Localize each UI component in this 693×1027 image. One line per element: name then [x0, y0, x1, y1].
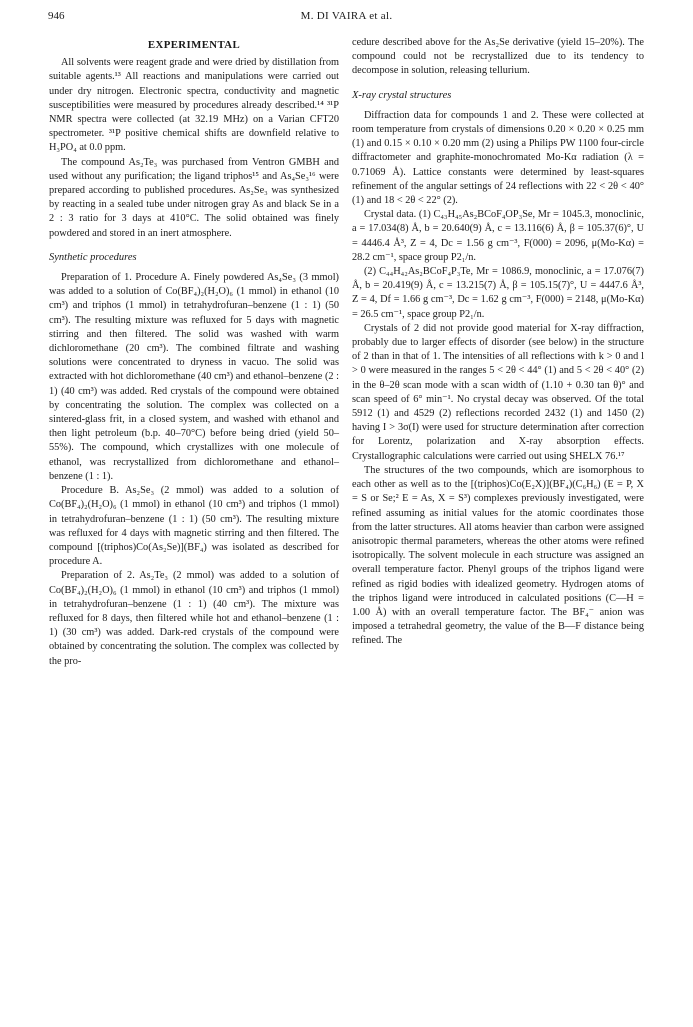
paragraph-general-methods: All solvents were reagent grade and were dried by distillation from suitable agents.¹³ All reactions and manipulations were carried out under dry nitrogen. Electronic spectra, conductivity and magnetic susceptibilities were measured by procedures already described.¹⁴ ³¹P NMR spectra were collected (at 32.19 MHz) on a Varian CFT20 spectrometer. ³¹P positive chemical shifts are downfield relative to H₃PO₄ at 0.0 ppm. — [49, 57, 339, 154]
paragraph-starting-materials: The compound As₂Te₃ was purchased from Ventron GMBH and used without any purification; the ligand triphos¹⁵ and As₄Se₃¹⁶ were prepared according to published procedures. As₂Se₃ was synthesized by reacting in a sealed tube under nitrogen gray As and black Se in a 2 : 3 ratio for 3 days at 410°C. The solid obtained was finely powdered and stored in an inert atmosphere. — [49, 156, 339, 239]
paragraph-intensities: Crystals of 2 did not provide good material for X-ray diffraction, probably due to larger effects of disorder (see below) in the structure of 2 than in that of 1. The intensities of all reflections with k > 0 and l > 0 were measured in the ranges 5 < 2θ < 44° (1) and 5 < 2θ < 40° (2) in the θ–2θ scan mode with a scan width of (1.10 + 0.30 tan θ)° and scan speed of 6° min⁻¹. No crystal decay was observed. Of the total 5912 (1) and 4529 (2) reflections recorded 2432 (1) and 1450 (2) having I > 3σ(I) were used for structure determination after correction for Lorentz, polarization and X-ray absorption effects. Crystallographic calculations were carried out using SHELX 76.¹⁷ — [352, 322, 644, 462]
paragraph-crystal-data-1: Crystal data. (1) C₄₃H₄₅As₂BCoF₄OP₃Se, Mr = 1045.3, monoclinic, a = 17.034(8) Å, b = 20.640(9) Å, c = 13.116(6) Å, β = 105.37(6)°, U = 4446.4 Å³, Z = 4, Dc = 1.56 g cm⁻³, F(000) = 2096, μ(Mo-Kα) = 28.2 cm⁻¹, space group P2₁/n. — [352, 209, 644, 263]
left-column — [49, 36, 339, 669]
paragraph-crystal-data-2: (2) C₄₄H₄₂As₂BCoF₄P₃Te, Mr = 1086.9, monoclinic, a = 17.076(7) Å, b = 20.419(9) Å, c = 13.215(7) Å, β = 105.15(7)°, U = 4447.6 Å³, Z = 4, Df = 1.66 g cm⁻³, Dc = 1.62 g cm⁻³, F(000) = 2148, μ(Mo-Kα) = 26.5 cm⁻¹, space group P2₁/n. — [352, 266, 644, 320]
right-column — [352, 36, 644, 649]
subsection-title-xray: X-ray crystal structures — [352, 89, 452, 101]
section-title-experimental: EXPERIMENTAL — [147, 39, 241, 51]
paragraph-preparation-2: Preparation of 2. As₂Te₃ (2 mmol) was added to a solution of Co(BF₄)₂(H₂O)₆ (1 mmol) in ethanol (10 cm³) and triphos (1 mmol) in tetrahydrofuran–benzene (1 : 1) (40 cm³). The mixture was refluxed for 8 days, then filtered while hot and ethanol–benzene (1 : 1) (30 cm³) was added. Dark-red crystals of the compound were obtained by concentrating the solution. The complex was collected by the pro- — [49, 570, 339, 667]
running-head: M. DI VAIRA et al. — [300, 10, 393, 22]
paragraph-refinement: The structures of the two compounds, which are isomorphous to each other as well as to the [(triphos)Co(E₂X)](BF₄)(C₆H₆) (E = P, X = S or Se;² E = As, X = S³) complexes previously investigated, were refined assuming as initial values for the atomic coordinates those from the latter structures. All atoms heavier than carbon were assigned anisotropic thermal parameters, whereas the other atoms were refined isotropically. The solvent molecule in each structure was assigned an overall temperature factor. Phenyl groups of the triphos ligand were refined as rigid bodies with idealized geometry. Hydrogen atoms of the triphos ligand were introduced in calculated positions (C—H = 1.00 Å) with an overall temperature factor. The BF₄⁻ anion was imposed a tetrahedral geometry, the value of the B—F distance being refined. The — [352, 464, 644, 647]
subsection-title-synthetic: Synthetic procedures — [49, 251, 137, 263]
page-number: 946 — [48, 10, 65, 22]
paragraph-preparation-1a: Preparation of 1. Procedure A. Finely powdered As₄Se₃ (3 mmol) was added to a solution of Co(BF₄)₂(H₂O)₆ (1 mmol) in ethanol (10 cm³) and triphos (1 mmol) in tetrahydrofuran–benzene (1 : 1) (50 cm³). The resulting mixture was refluxed for 5 days with magnetic stirring and then filtered. The solid was washed with warm dichloromethane (20 cm³). The combined filtrate and washing solutions were concentrated to dryness in vacuo. The solid was extracted with hot dichloromethane (40 cm³) and ethanol–benzene (2 : 1) (40 cm³) was added. Red crystals of the compound were obtained by concentrating the solution. The complex was collected on a sintered-glass frit, in a closed system, and washed with ethanol and then light petroleum (b.p. 40–70°C) before being dried (yield 50–55%). The compound, which crystallizes with one molecule of ethanol, was recrystallized from dichloromethane and ethanol–benzene (1 : 1). — [49, 272, 339, 482]
paragraph-diffraction-data: Diffraction data for compounds 1 and 2. These were collected at room temperature from crystals of dimensions 0.20 × 0.20 × 0.25 mm (1) and 0.15 × 0.10 × 0.20 mm (2) using a Philips PW 1100 four-circle diffractometer and graphite-monochromated Mo-Kα radiation (λ = 0.71069 Å). Lattice constants were determined by least-squares refinement of the angular settings of 24 reflections with 22 < 2θ < 40° (1) and 18 < 2θ < 22° (2). — [352, 109, 644, 207]
paragraph-continued: cedure described above for the As₂Se derivative (yield 15–20%). The compound could not be recrystallized due to its tendency to decompose in solution, releasing tellurium. — [352, 37, 644, 77]
page-header — [0, 8, 693, 28]
paragraph-preparation-1b: Procedure B. As₂Se₃ (2 mmol) was added to a solution of Co(BF₄)₂(H₂O)₆ (1 mmol) in ethanol (10 cm³) and triphos (1 mmol) in tetrahydrofuran–benzene (1 : 1) (50 cm³). The resulting mixture was refluxed for 4 days with magnetic stirring and then filtered. The compound [(triphos)Co(As₂Se)](BF₄) was isolated as described for procedure A. — [49, 485, 339, 568]
